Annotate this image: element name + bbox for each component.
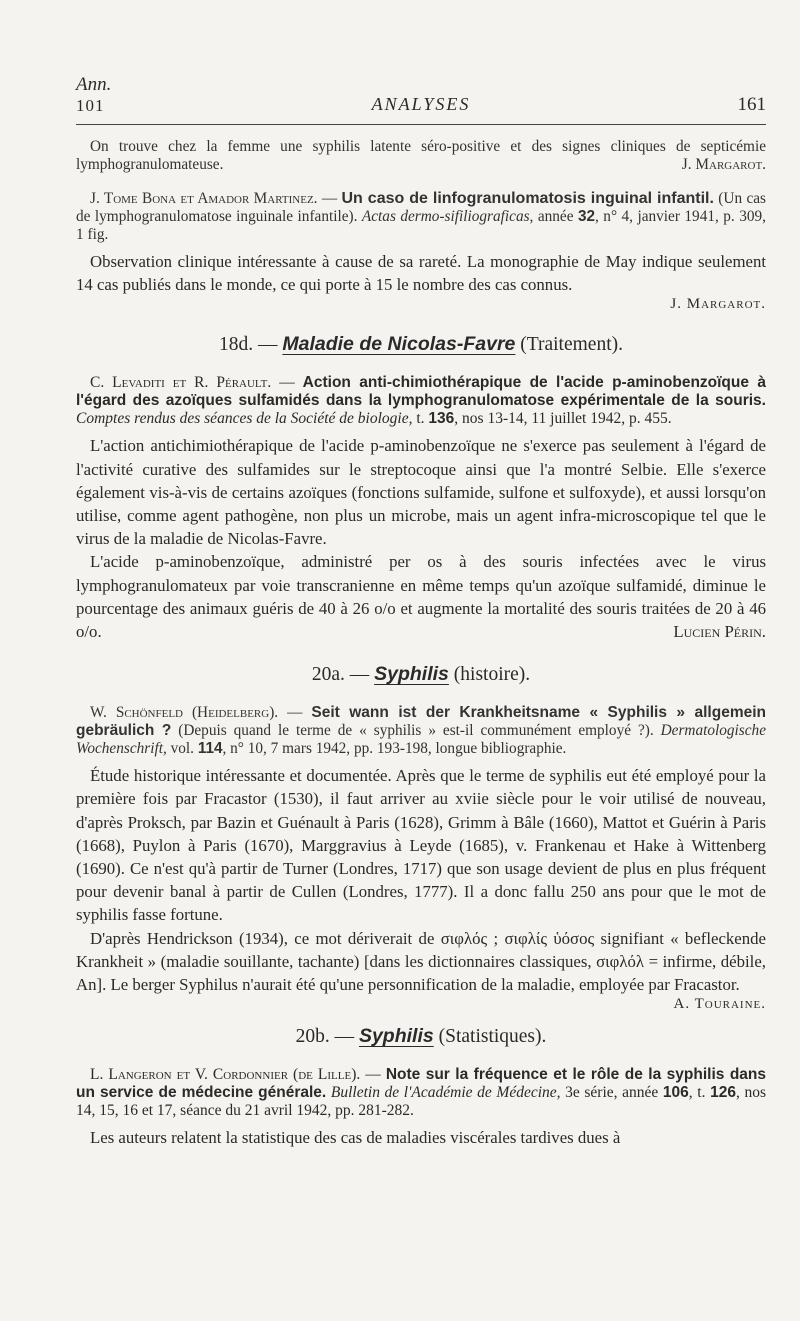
article-1-signature: J. Margarot.	[670, 296, 766, 313]
article-2-journal: Comptes rendus des séances de la Société de biologie,	[76, 410, 413, 428]
article-2-body-1: L'action antichimiothérapique de l'acide p-aminobenzoïque ne s'exerce pas seulement à l'égard de l'activité curative des sulfamides sur le streptocoque ainsi que l'a montré Selbie. Elle s'exerce également vis-à-vis de certains azoïques (fonctions sulfamide, sulfone et sulfoxyde), et aussi lorsqu'on utilise, comme agent pathogène, non plus un microbe, mais un agent infra-microscopique tel que le virus de la maladie de Nicolas-Favre.	[76, 436, 766, 549]
article-2-body-2: L'acide p-aminobenzoïque, administré per os à des souris infectées avec le virus lymphogranulomateux par voie transcranienne en même temps qu'un azoïque sulfamidé, diminue le pourcentage des animaux guéris de 40 à 26 o/o et augmente la mortalité des souris traitées de 20 à 46 o/o. Lucien Périn.	[76, 550, 766, 643]
section-heading-20b: 20b. — Syphilis (Statistiques).	[295, 1025, 547, 1048]
intro-text: On trouve chez la femme une syphilis latente séro-positive et des signes cliniques de septicémie lymphogranulomateuse.	[76, 138, 766, 173]
page-number: 161	[737, 94, 766, 115]
article-4-journal: Bulletin de l'Académie de Médecine,	[326, 1084, 561, 1102]
article-3-signature: A. Touraine.	[673, 996, 766, 1013]
article-2-volume: 136	[428, 410, 455, 428]
intro-paragraph	[76, 138, 766, 174]
section-20b-title: Syphilis	[358, 1025, 434, 1048]
article-3-body-1: Étude historique intéressante et documentée. Après que le terme de syphilis eut été employé pour la première fois par Fracastor (1530), il faut arriver au xviie siècle pour le voir utilisé de nouveau, d'après Proksch, par Bazin et Guénault à Paris (1628), Grimm à Bâle (1660), Mattot et Guérin à Paris (1668), Puylon à Paris (1670), Marggravius à Leyde (1685), v. Frankenau et Hake à Wittenberg (1690). Ce n'est qu'à partir de Turner (Londres, 1717) que son usage devient de plus en plus fréquent pour devenir banal à partir de Cullen (Londres, 1777). Il a donc fallu 250 ans pour que le mot de syphilis fasse fortune.	[76, 766, 766, 925]
article-4-body: Les auteurs relatent la statistique des cas de maladies viscérales tardives dues à	[90, 1128, 621, 1148]
section-heading-18d: 18d. — Maladie de Nicolas-Favre (Traitement).	[219, 333, 623, 356]
article-1-reference: J. Tome Bona et Amador Martinez. — Un caso de linfogranulomatosis inguinal infantil. (Un cas de lymphogranulomatose inguinale infantile). Actas dermo-sifiliograficas, année 32, n° 4, janvier 1941, p. 309, 1 fig.	[76, 190, 766, 243]
running-header	[76, 74, 766, 122]
header-ann: Ann.	[76, 74, 112, 95]
article-1-title: Un caso de linfogranulomatosis inguinal infantil.	[341, 190, 714, 207]
page-content	[76, 138, 766, 1149]
article-3-journal: Dermatologische Wochenschrift,	[76, 722, 766, 758]
article-4-title: Note sur la fréquence et le rôle de la syphilis dans un service de médecine générale.	[76, 1066, 767, 1102]
header-rule	[76, 124, 766, 125]
article-1-authors: J. Tome Bona et Amador Martinez.	[90, 190, 318, 207]
article-3-title: Seit wann ist der Krankheitsname « Syphilis » allgemein gebräulich ?	[76, 704, 766, 740]
intro-signature: J. Margarot.	[681, 156, 766, 173]
article-1-volume: 32	[577, 208, 595, 225]
article-2-authors: C. Levaditi et R. Pérault.	[90, 374, 272, 392]
section-heading-20a: 20a. — Syphilis (histoire).	[311, 663, 531, 686]
article-3-volume: 114	[197, 740, 223, 758]
header-volume: 101	[76, 96, 105, 115]
article-2-signature: Lucien Périn.	[673, 622, 766, 642]
article-4-reference: L. Langeron et V. Cordonnier (de Lille). — Note sur la fréquence et le rôle de la syphilis dans un service de médecine générale. Bulletin de l'Académie de Médecine, 3e série, année 106, t. 126, nos 14, 15, 16 et 17, séance du 21 avril 1942, pp. 281-282.	[76, 1066, 767, 1120]
article-4-tome: 126	[710, 1084, 736, 1102]
article-2-title: Action anti-chimiothérapique de l'acide p-aminobenzoïque à l'égard des azoïques sulfamidés dans la lymphogranulomatose expérimentale de la souris.	[76, 374, 767, 410]
header-title: ANALYSES	[371, 94, 471, 114]
article-3-reference: W. Schönfeld (Heidelberg). — Seit wann ist der Krankheitsname « Syphilis » allgemein gebräulich ? (Depuis quand le terme de « syphilis » est-il communément employé ?). Dermatologische Wochenschrift, vol. 114, n° 10, 7 mars 1942, pp. 193-198, longue bibliographie.	[76, 704, 766, 758]
article-4-authors: L. Langeron et V. Cordonnier (de Lille).	[90, 1066, 361, 1084]
article-2-reference: C. Levaditi et R. Pérault. — Action anti-chimiothérapique de l'acide p-aminobenzoïque à l'égard des azoïques sulfamidés dans la lymphogranulomatose expérimentale de la souris. Comptes rendus des séances de la Société de biologie, t. 136, nos 13-14, 11 juillet 1942, p. 455.	[76, 374, 767, 428]
section-20a-title: Syphilis	[374, 663, 449, 686]
article-3-authors: W. Schönfeld (Heidelberg).	[90, 704, 279, 722]
article-1-journal: Actas dermo-sifiliograficas,	[361, 208, 534, 225]
article-3-body-2: D'après Hendrickson (1934), ce mot dériverait de σιφλός ; σιφλίς ὑόσος signifiant « befleckende Krankheit » (maladie souillante, tachante) [dans les dictionnaires classiques, σιφλόλ = infirme, débile, An]. Le berger Syphilus n'aurait été qu'une personnification de la maladie, employée par Fracastor.	[76, 928, 766, 995]
article-4-volume: 106	[662, 1084, 689, 1102]
article-1-body: Observation clinique intéressante à cause de sa rareté. La monographie de May indique seulement 14 cas publiés dans le monde, ce qui porte à 15 le nombre des cas connus.	[76, 252, 766, 295]
section-18d-title: Maladie de Nicolas-Favre	[282, 333, 516, 356]
